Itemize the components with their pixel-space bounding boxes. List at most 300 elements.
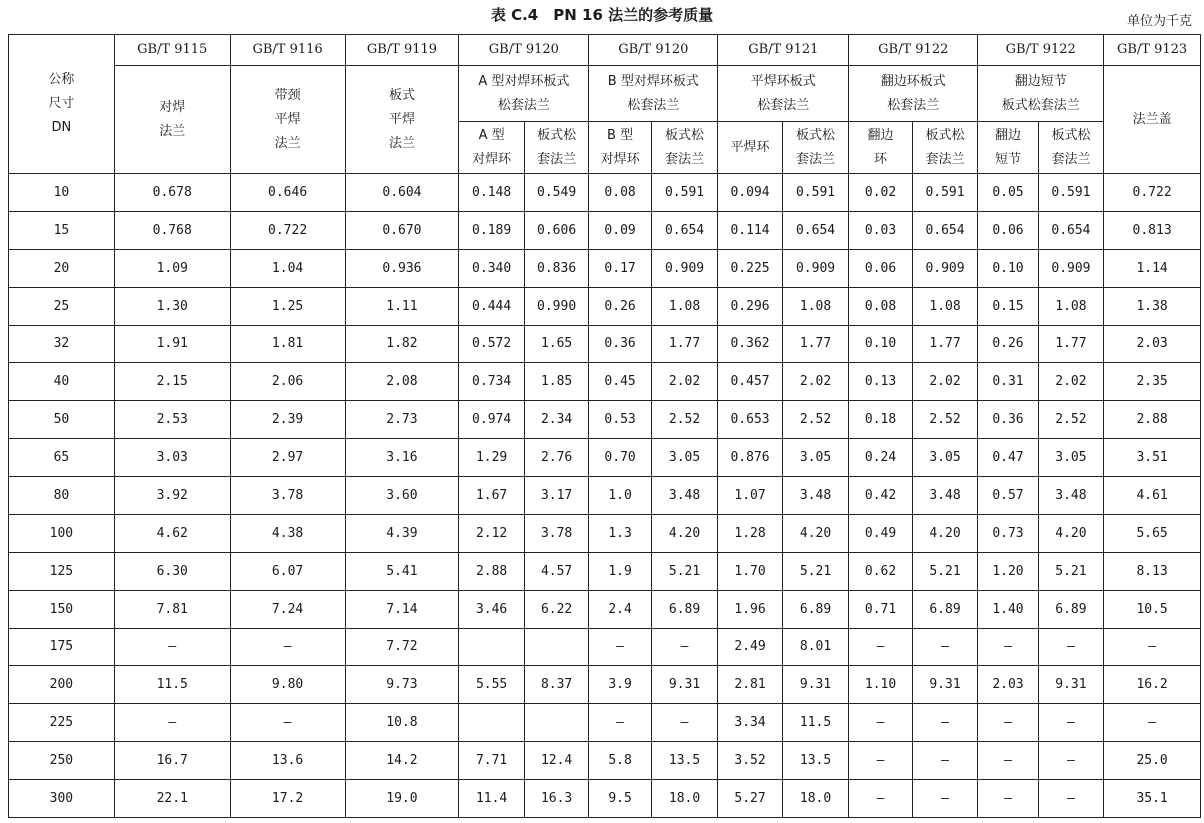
mass-cell bbox=[524, 704, 588, 742]
mass-cell: 25.0 bbox=[1104, 742, 1201, 780]
mass-cell: 0.17 bbox=[589, 249, 651, 287]
mass-cell: 12.4 bbox=[524, 742, 588, 780]
mass-cell: 7.72 bbox=[345, 628, 459, 666]
dn-cell: 40 bbox=[9, 363, 115, 401]
mass-cell: 2.52 bbox=[912, 401, 977, 439]
mass-cell: — bbox=[651, 628, 718, 666]
mass-cell: 2.02 bbox=[1038, 363, 1103, 401]
mass-cell: 0.06 bbox=[849, 249, 912, 287]
mass-cell: 0.24 bbox=[849, 439, 912, 477]
mass-cell: 9.5 bbox=[589, 780, 651, 818]
mass-cell: — bbox=[912, 742, 977, 780]
header-standard: GB/T 9122 bbox=[849, 35, 978, 66]
header-standard: GB/T 9116 bbox=[230, 35, 345, 66]
header-subtype: B 型 对焊环 bbox=[589, 122, 651, 174]
mass-cell: 1.77 bbox=[651, 325, 718, 363]
mass-cell: 1.09 bbox=[114, 249, 230, 287]
mass-cell: 3.05 bbox=[782, 439, 849, 477]
mass-cell: 14.2 bbox=[345, 742, 459, 780]
mass-cell: 9.80 bbox=[230, 666, 345, 704]
header-type: 对焊 法兰 bbox=[114, 66, 230, 174]
mass-cell: 13.6 bbox=[230, 742, 345, 780]
mass-cell: 19.0 bbox=[345, 780, 459, 818]
mass-cell: 0.444 bbox=[459, 287, 524, 325]
mass-cell: — bbox=[978, 780, 1038, 818]
mass-cell: 3.05 bbox=[912, 439, 977, 477]
header-subtype: 翻边 环 bbox=[849, 122, 912, 174]
mass-cell: 0.42 bbox=[849, 477, 912, 515]
mass-cell: 1.08 bbox=[912, 287, 977, 325]
header-type: 平焊环板式 松套法兰 bbox=[718, 66, 849, 122]
mass-cell: 3.60 bbox=[345, 477, 459, 515]
mass-cell: 0.36 bbox=[589, 325, 651, 363]
dn-cell: 125 bbox=[9, 552, 115, 590]
header-dn: 公称 尺寸 DN bbox=[9, 35, 115, 174]
mass-cell: 1.96 bbox=[718, 590, 782, 628]
table-row bbox=[9, 477, 1201, 515]
mass-cell: 2.39 bbox=[230, 401, 345, 439]
table-row bbox=[9, 325, 1201, 363]
mass-cell: 3.05 bbox=[1038, 439, 1103, 477]
mass-cell: 5.21 bbox=[651, 552, 718, 590]
mass-cell: 9.31 bbox=[912, 666, 977, 704]
mass-cell: 2.81 bbox=[718, 666, 782, 704]
mass-cell: 0.604 bbox=[345, 174, 459, 212]
mass-cell: — bbox=[114, 704, 230, 742]
mass-cell: 0.53 bbox=[589, 401, 651, 439]
mass-cell: — bbox=[230, 628, 345, 666]
mass-cell: — bbox=[849, 742, 912, 780]
mass-cell: 2.03 bbox=[978, 666, 1038, 704]
mass-cell: 0.08 bbox=[589, 174, 651, 212]
mass-cell: 9.73 bbox=[345, 666, 459, 704]
mass-cell: 0.148 bbox=[459, 174, 524, 212]
mass-cell: 0.71 bbox=[849, 590, 912, 628]
mass-cell: 4.38 bbox=[230, 514, 345, 552]
header-type: B 型对焊环板式 松套法兰 bbox=[589, 66, 718, 122]
mass-cell: 0.47 bbox=[978, 439, 1038, 477]
mass-cell: 2.34 bbox=[524, 401, 588, 439]
header-subtype: A 型 对焊环 bbox=[459, 122, 524, 174]
header-type: A 型对焊环板式 松套法兰 bbox=[459, 66, 589, 122]
unit-label: 单位为千克 bbox=[1126, 14, 1192, 29]
mass-cell: 1.08 bbox=[782, 287, 849, 325]
mass-cell: 1.77 bbox=[1038, 325, 1103, 363]
mass-cell: — bbox=[849, 780, 912, 818]
mass-cell: 9.31 bbox=[1038, 666, 1103, 704]
mass-cell: — bbox=[1104, 628, 1201, 666]
mass-cell: 2.52 bbox=[651, 401, 718, 439]
mass-cell: 0.73 bbox=[978, 514, 1038, 552]
dn-cell: 10 bbox=[9, 174, 115, 212]
mass-cell: 0.606 bbox=[524, 211, 588, 249]
mass-cell: 5.41 bbox=[345, 552, 459, 590]
mass-cell: 1.10 bbox=[849, 666, 912, 704]
mass-cell: 5.27 bbox=[718, 780, 782, 818]
dn-cell: 50 bbox=[9, 401, 115, 439]
mass-cell: 5.21 bbox=[782, 552, 849, 590]
mass-cell: 1.30 bbox=[114, 287, 230, 325]
header-standard: GB/T 9120 bbox=[459, 35, 589, 66]
mass-cell: 2.76 bbox=[524, 439, 588, 477]
mass-cell: 3.92 bbox=[114, 477, 230, 515]
mass-cell: 0.13 bbox=[849, 363, 912, 401]
header-subtype: 平焊环 bbox=[718, 122, 782, 174]
mass-cell: — bbox=[589, 704, 651, 742]
table-row bbox=[9, 211, 1201, 249]
mass-cell: 18.0 bbox=[782, 780, 849, 818]
mass-cell: 11.4 bbox=[459, 780, 524, 818]
header-subtype: 翻边 短节 bbox=[978, 122, 1038, 174]
mass-cell: 1.07 bbox=[718, 477, 782, 515]
mass-cell: 1.08 bbox=[651, 287, 718, 325]
mass-cell: 5.21 bbox=[1038, 552, 1103, 590]
mass-cell: 7.14 bbox=[345, 590, 459, 628]
mass-cell: 0.768 bbox=[114, 211, 230, 249]
flange-mass-table bbox=[8, 34, 1201, 818]
mass-cell: 1.28 bbox=[718, 514, 782, 552]
mass-cell: 1.40 bbox=[978, 590, 1038, 628]
mass-cell: 3.17 bbox=[524, 477, 588, 515]
dn-cell: 65 bbox=[9, 439, 115, 477]
mass-cell: 8.01 bbox=[782, 628, 849, 666]
table-row bbox=[9, 590, 1201, 628]
mass-cell: 0.654 bbox=[782, 211, 849, 249]
mass-cell: 0.296 bbox=[718, 287, 782, 325]
mass-cell: 0.722 bbox=[230, 211, 345, 249]
header-type: 翻边环板式 松套法兰 bbox=[849, 66, 978, 122]
mass-cell: 0.225 bbox=[718, 249, 782, 287]
mass-cell: 0.02 bbox=[849, 174, 912, 212]
dn-cell: 175 bbox=[9, 628, 115, 666]
mass-cell: 1.81 bbox=[230, 325, 345, 363]
mass-cell: 3.78 bbox=[230, 477, 345, 515]
mass-cell: 16.3 bbox=[524, 780, 588, 818]
table-row bbox=[9, 287, 1201, 325]
mass-cell: 1.04 bbox=[230, 249, 345, 287]
mass-cell: 2.97 bbox=[230, 439, 345, 477]
mass-cell: 0.31 bbox=[978, 363, 1038, 401]
mass-cell: 1.38 bbox=[1104, 287, 1201, 325]
mass-cell: 10.8 bbox=[345, 704, 459, 742]
mass-cell: — bbox=[230, 704, 345, 742]
mass-cell: 1.70 bbox=[718, 552, 782, 590]
mass-cell: 0.909 bbox=[651, 249, 718, 287]
header-subtype: 板式松 套法兰 bbox=[912, 122, 977, 174]
mass-cell: 0.10 bbox=[978, 249, 1038, 287]
mass-cell: 0.722 bbox=[1104, 174, 1201, 212]
mass-cell: 3.48 bbox=[912, 477, 977, 515]
mass-cell: 6.30 bbox=[114, 552, 230, 590]
mass-cell: 5.55 bbox=[459, 666, 524, 704]
mass-cell: 3.51 bbox=[1104, 439, 1201, 477]
mass-cell: 3.16 bbox=[345, 439, 459, 477]
header-standard: GB/T 9121 bbox=[718, 35, 849, 66]
mass-cell: 0.654 bbox=[651, 211, 718, 249]
mass-cell: 4.39 bbox=[345, 514, 459, 552]
mass-cell: 9.31 bbox=[651, 666, 718, 704]
table-row bbox=[9, 439, 1201, 477]
mass-cell: 35.1 bbox=[1104, 780, 1201, 818]
mass-cell bbox=[459, 704, 524, 742]
mass-cell: 1.77 bbox=[782, 325, 849, 363]
mass-cell: 7.81 bbox=[114, 590, 230, 628]
mass-cell: 0.18 bbox=[849, 401, 912, 439]
mass-cell: 4.20 bbox=[651, 514, 718, 552]
mass-cell: 11.5 bbox=[114, 666, 230, 704]
header-type: 翻边短节 板式松套法兰 bbox=[978, 66, 1104, 122]
mass-cell: 1.77 bbox=[912, 325, 977, 363]
mass-cell: 5.65 bbox=[1104, 514, 1201, 552]
mass-cell: 2.02 bbox=[782, 363, 849, 401]
mass-cell: 0.57 bbox=[978, 477, 1038, 515]
mass-cell: 2.88 bbox=[459, 552, 524, 590]
mass-cell: 1.65 bbox=[524, 325, 588, 363]
mass-cell: 0.836 bbox=[524, 249, 588, 287]
dn-cell: 150 bbox=[9, 590, 115, 628]
mass-cell: 0.114 bbox=[718, 211, 782, 249]
mass-cell: 2.53 bbox=[114, 401, 230, 439]
header-type: 法兰盖 bbox=[1104, 66, 1201, 174]
mass-cell: 17.2 bbox=[230, 780, 345, 818]
dn-cell: 15 bbox=[9, 211, 115, 249]
mass-cell: — bbox=[849, 704, 912, 742]
mass-cell: 1.3 bbox=[589, 514, 651, 552]
mass-cell: 0.936 bbox=[345, 249, 459, 287]
mass-cell: 5.21 bbox=[912, 552, 977, 590]
mass-cell: 0.70 bbox=[589, 439, 651, 477]
header-subtype: 板式松 套法兰 bbox=[782, 122, 849, 174]
dn-cell: 20 bbox=[9, 249, 115, 287]
mass-cell: 1.25 bbox=[230, 287, 345, 325]
mass-cell: 0.26 bbox=[978, 325, 1038, 363]
mass-cell: 0.03 bbox=[849, 211, 912, 249]
mass-cell: 3.78 bbox=[524, 514, 588, 552]
mass-cell: 3.48 bbox=[782, 477, 849, 515]
mass-cell: 1.20 bbox=[978, 552, 1038, 590]
mass-cell: 0.549 bbox=[524, 174, 588, 212]
mass-cell: 0.572 bbox=[459, 325, 524, 363]
mass-cell: 0.15 bbox=[978, 287, 1038, 325]
mass-cell: 13.5 bbox=[782, 742, 849, 780]
mass-cell: — bbox=[651, 704, 718, 742]
mass-cell: 0.654 bbox=[912, 211, 977, 249]
mass-cell: — bbox=[1038, 742, 1103, 780]
mass-cell: — bbox=[978, 704, 1038, 742]
mass-cell: 16.2 bbox=[1104, 666, 1201, 704]
table-title: 表 C.4 PN 16 法兰的参考质量 bbox=[490, 6, 714, 24]
mass-cell: 2.52 bbox=[1038, 401, 1103, 439]
mass-cell: 0.813 bbox=[1104, 211, 1201, 249]
mass-cell: 4.57 bbox=[524, 552, 588, 590]
table-row bbox=[9, 249, 1201, 287]
mass-cell: 1.67 bbox=[459, 477, 524, 515]
mass-cell: 3.46 bbox=[459, 590, 524, 628]
mass-cell: 0.340 bbox=[459, 249, 524, 287]
mass-cell: 0.362 bbox=[718, 325, 782, 363]
table-row bbox=[9, 628, 1201, 666]
mass-cell: 2.49 bbox=[718, 628, 782, 666]
mass-cell: 6.89 bbox=[782, 590, 849, 628]
table-row bbox=[9, 552, 1201, 590]
mass-cell: 1.29 bbox=[459, 439, 524, 477]
mass-cell: 2.4 bbox=[589, 590, 651, 628]
table-row bbox=[9, 780, 1201, 818]
mass-cell: 0.990 bbox=[524, 287, 588, 325]
mass-cell: 0.26 bbox=[589, 287, 651, 325]
mass-cell: — bbox=[589, 628, 651, 666]
dn-cell: 25 bbox=[9, 287, 115, 325]
mass-cell: 6.89 bbox=[912, 590, 977, 628]
mass-cell: 1.14 bbox=[1104, 249, 1201, 287]
mass-cell: 0.36 bbox=[978, 401, 1038, 439]
mass-cell: 4.62 bbox=[114, 514, 230, 552]
mass-cell: 0.49 bbox=[849, 514, 912, 552]
mass-cell: 2.06 bbox=[230, 363, 345, 401]
mass-cell: 2.35 bbox=[1104, 363, 1201, 401]
dn-cell: 225 bbox=[9, 704, 115, 742]
mass-cell: — bbox=[912, 628, 977, 666]
mass-cell: — bbox=[1104, 704, 1201, 742]
mass-cell: 1.91 bbox=[114, 325, 230, 363]
header-standard: GB/T 9123 bbox=[1104, 35, 1201, 66]
mass-cell: 22.1 bbox=[114, 780, 230, 818]
mass-cell: 7.24 bbox=[230, 590, 345, 628]
dn-cell: 250 bbox=[9, 742, 115, 780]
mass-cell bbox=[524, 628, 588, 666]
header-standard: GB/T 9115 bbox=[114, 35, 230, 66]
dn-cell: 100 bbox=[9, 514, 115, 552]
mass-cell: 0.876 bbox=[718, 439, 782, 477]
table-row bbox=[9, 704, 1201, 742]
mass-cell: 11.5 bbox=[782, 704, 849, 742]
mass-cell: 1.0 bbox=[589, 477, 651, 515]
table-row bbox=[9, 666, 1201, 704]
mass-cell: 10.5 bbox=[1104, 590, 1201, 628]
mass-cell: 0.653 bbox=[718, 401, 782, 439]
mass-cell: 8.37 bbox=[524, 666, 588, 704]
mass-cell: 6.89 bbox=[1038, 590, 1103, 628]
mass-cell: 0.62 bbox=[849, 552, 912, 590]
mass-cell: 0.09 bbox=[589, 211, 651, 249]
mass-cell: 0.189 bbox=[459, 211, 524, 249]
table-row bbox=[9, 174, 1201, 212]
header-standard: GB/T 9119 bbox=[345, 35, 459, 66]
dn-cell: 200 bbox=[9, 666, 115, 704]
mass-cell: 5.8 bbox=[589, 742, 651, 780]
dn-cell: 80 bbox=[9, 477, 115, 515]
table-body bbox=[9, 174, 1201, 818]
mass-cell: 0.654 bbox=[1038, 211, 1103, 249]
mass-cell: 2.03 bbox=[1104, 325, 1201, 363]
mass-cell: 3.05 bbox=[651, 439, 718, 477]
mass-cell: 4.20 bbox=[1038, 514, 1103, 552]
mass-cell: 4.61 bbox=[1104, 477, 1201, 515]
mass-cell: — bbox=[912, 704, 977, 742]
mass-cell: 1.9 bbox=[589, 552, 651, 590]
mass-cell: 3.52 bbox=[718, 742, 782, 780]
mass-cell: 0.05 bbox=[978, 174, 1038, 212]
mass-cell: 3.34 bbox=[718, 704, 782, 742]
mass-cell: 0.909 bbox=[782, 249, 849, 287]
table-row bbox=[9, 514, 1201, 552]
mass-cell: 2.15 bbox=[114, 363, 230, 401]
mass-cell: 18.0 bbox=[651, 780, 718, 818]
mass-cell: 0.646 bbox=[230, 174, 345, 212]
mass-cell: 8.13 bbox=[1104, 552, 1201, 590]
mass-cell: 0.678 bbox=[114, 174, 230, 212]
mass-cell: 0.734 bbox=[459, 363, 524, 401]
mass-cell bbox=[459, 628, 524, 666]
mass-cell: 0.591 bbox=[782, 174, 849, 212]
mass-cell: 0.591 bbox=[912, 174, 977, 212]
mass-cell: 6.07 bbox=[230, 552, 345, 590]
mass-cell: 0.094 bbox=[718, 174, 782, 212]
mass-cell: 2.02 bbox=[651, 363, 718, 401]
mass-cell: 6.22 bbox=[524, 590, 588, 628]
dn-cell: 32 bbox=[9, 325, 115, 363]
mass-cell: 3.9 bbox=[589, 666, 651, 704]
table-row bbox=[9, 401, 1201, 439]
mass-cell: 0.591 bbox=[651, 174, 718, 212]
mass-cell: 3.03 bbox=[114, 439, 230, 477]
mass-cell: 1.08 bbox=[1038, 287, 1103, 325]
mass-cell: 2.88 bbox=[1104, 401, 1201, 439]
mass-cell: 0.08 bbox=[849, 287, 912, 325]
mass-cell: 3.48 bbox=[651, 477, 718, 515]
mass-cell: 0.591 bbox=[1038, 174, 1103, 212]
mass-cell: 2.12 bbox=[459, 514, 524, 552]
header-type: 板式 平焊 法兰 bbox=[345, 66, 459, 174]
mass-cell: 13.5 bbox=[651, 742, 718, 780]
mass-cell: 0.45 bbox=[589, 363, 651, 401]
mass-cell: 3.48 bbox=[1038, 477, 1103, 515]
mass-cell: 2.02 bbox=[912, 363, 977, 401]
mass-cell: 6.89 bbox=[651, 590, 718, 628]
mass-cell: — bbox=[114, 628, 230, 666]
mass-cell: — bbox=[849, 628, 912, 666]
mass-cell: 1.82 bbox=[345, 325, 459, 363]
header-subtype: 板式松 套法兰 bbox=[651, 122, 718, 174]
mass-cell: 0.06 bbox=[978, 211, 1038, 249]
mass-cell: — bbox=[1038, 704, 1103, 742]
mass-cell: 9.31 bbox=[782, 666, 849, 704]
table-row bbox=[9, 742, 1201, 780]
mass-cell: 0.457 bbox=[718, 363, 782, 401]
mass-cell: 16.7 bbox=[114, 742, 230, 780]
mass-cell: 2.52 bbox=[782, 401, 849, 439]
mass-cell: — bbox=[912, 780, 977, 818]
mass-cell: 4.20 bbox=[912, 514, 977, 552]
table-row bbox=[9, 363, 1201, 401]
mass-cell: — bbox=[978, 628, 1038, 666]
mass-cell: — bbox=[1038, 780, 1103, 818]
mass-cell: 0.670 bbox=[345, 211, 459, 249]
mass-cell: — bbox=[978, 742, 1038, 780]
header-standard: GB/T 9122 bbox=[978, 35, 1104, 66]
mass-cell: 4.20 bbox=[782, 514, 849, 552]
mass-cell: 0.974 bbox=[459, 401, 524, 439]
dn-cell: 300 bbox=[9, 780, 115, 818]
mass-cell: 0.909 bbox=[1038, 249, 1103, 287]
mass-cell: 0.10 bbox=[849, 325, 912, 363]
mass-cell: 0.909 bbox=[912, 249, 977, 287]
header-subtype: 板式松 套法兰 bbox=[1038, 122, 1103, 174]
header-standard: GB/T 9120 bbox=[589, 35, 718, 66]
mass-cell: 7.71 bbox=[459, 742, 524, 780]
mass-cell: 2.08 bbox=[345, 363, 459, 401]
mass-cell: 2.73 bbox=[345, 401, 459, 439]
